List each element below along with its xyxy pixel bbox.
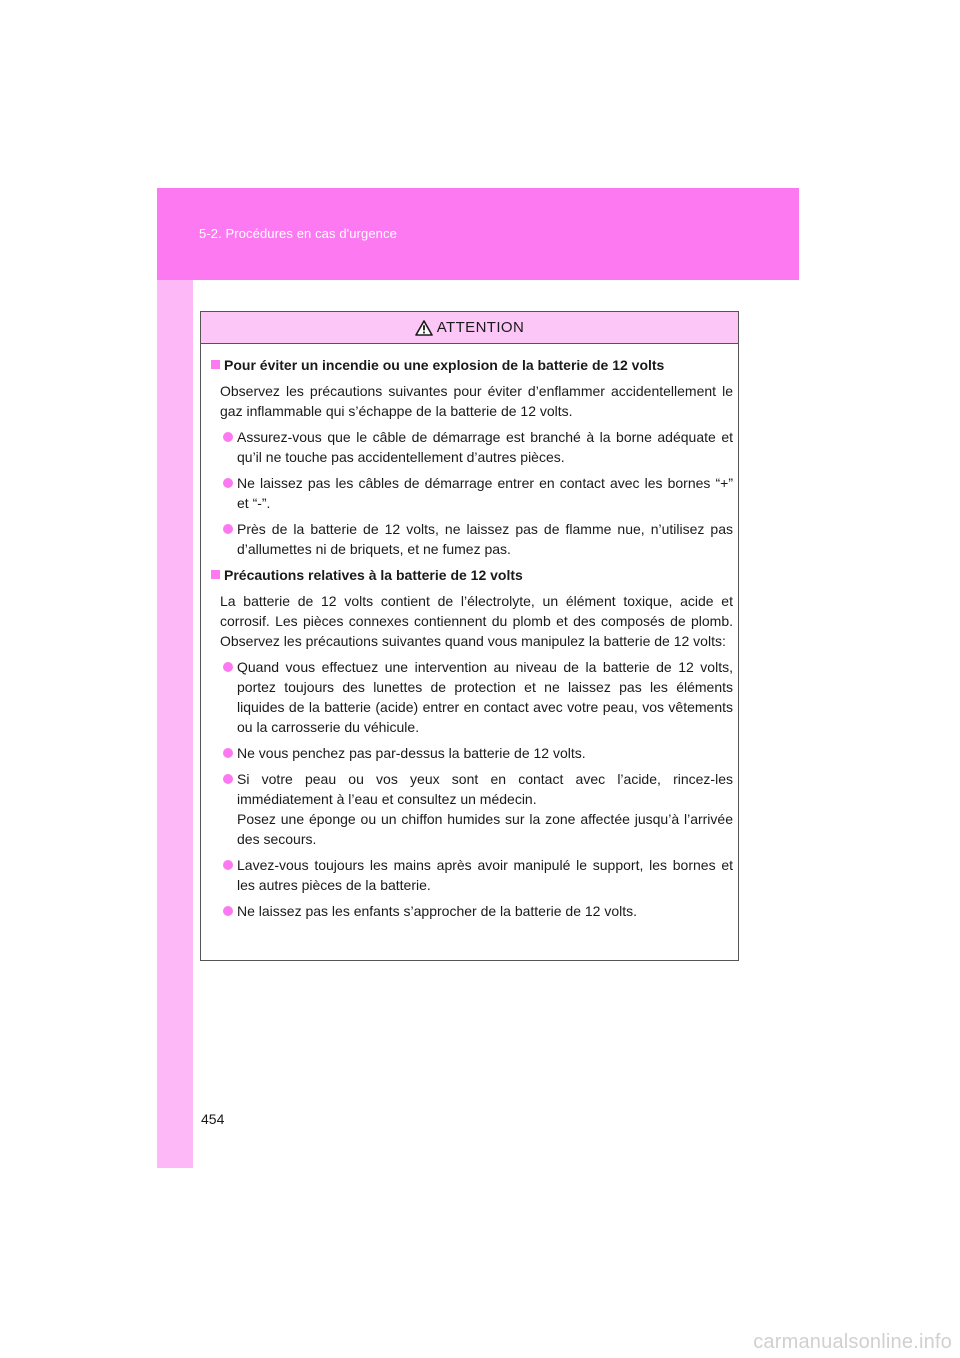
list-item [223, 657, 733, 737]
circle-bullet-icon [223, 478, 233, 488]
list-item-text: Lavez-vous toujours les mains après avoir manipulé le support, les bornes et les autres pièces de la batterie. [237, 857, 733, 893]
list-item [223, 519, 733, 559]
list-item [223, 769, 733, 849]
list-item-text: Assurez-vous que le câble de démarrage est branché à la borne adéquate et qu’il ne touche pas accidentellement d’autres pièces. [237, 429, 733, 465]
list-item-text [237, 769, 733, 849]
circle-bullet-icon [223, 524, 233, 534]
side-strip [157, 280, 193, 1168]
square-bullet-icon [211, 360, 220, 369]
section-heading [211, 355, 733, 375]
caution-header [201, 312, 738, 344]
watermark: carmanualsonline.info [753, 1331, 952, 1353]
heading-text: Précautions relatives à la batterie de 12 volts [224, 567, 523, 583]
page-number: 454 [201, 1111, 225, 1127]
list-item [223, 473, 733, 513]
caution-body [201, 344, 738, 921]
list-item-text-line: Posez une éponge ou un chiffon humides sur la zone affectée jusqu’à l’arrivée des secours. [237, 811, 733, 847]
warning-triangle-icon [415, 320, 433, 336]
heading-text: Pour éviter un incendie ou une explosion de la batterie de 12 volts [224, 357, 665, 373]
circle-bullet-icon [223, 860, 233, 870]
list-item-text: Ne laissez pas les câbles de démarrage entrer en contact avec les bornes “+” et “-”. [237, 475, 733, 511]
list-item [223, 855, 733, 895]
list-item-text-line: Si votre peau ou vos yeux sont en contact avec l’acide, rincez-les immédiatement à l’eau et consultez un médecin. [237, 771, 733, 807]
list-item [223, 743, 733, 763]
section-title: 5-2. Procédures en cas d'urgence [199, 226, 397, 241]
list-item-text: Ne laissez pas les enfants s’approcher de la batterie de 12 volts. [237, 903, 638, 919]
circle-bullet-icon [223, 432, 233, 442]
list-item [223, 427, 733, 467]
caution-title: ATTENTION [436, 319, 525, 336]
section-heading [211, 565, 733, 585]
circle-bullet-icon [223, 662, 233, 672]
caution-box [200, 311, 739, 961]
intro-paragraph: Observez les précautions suivantes pour éviter d’enflammer accidentellement le gaz inflammable qui s’échappe de la batterie de 12 volts. [220, 383, 733, 419]
list-item [223, 901, 733, 921]
circle-bullet-icon [223, 906, 233, 916]
square-bullet-icon [211, 570, 220, 579]
list-item-text: Ne vous penchez pas par-dessus la batterie de 12 volts. [237, 745, 586, 761]
intro-paragraph: La batterie de 12 volts contient de l’électrolyte, un élément toxique, acide et corrosif. Les pièces connexes contiennent du plomb et des composés de plomb. Observez les précautions suivantes quand vous manipulez la batterie de 12 volts: [220, 593, 733, 649]
circle-bullet-icon [223, 748, 233, 758]
list-item-text: Quand vous effectuez une intervention au niveau de la batterie de 12 volts, portez toujours des lunettes de protection et ne laissez pas les éléments liquides de la batterie (acide) entrer en contact avec votre peau, vos vêtements ou la carrosserie du véhicule. [237, 659, 733, 735]
circle-bullet-icon [223, 774, 233, 784]
list-item-text: Près de la batterie de 12 volts, ne laissez pas de flamme nue, n’utilisez pas d’allumettes ni de briquets, et ne fumez pas. [237, 521, 733, 557]
